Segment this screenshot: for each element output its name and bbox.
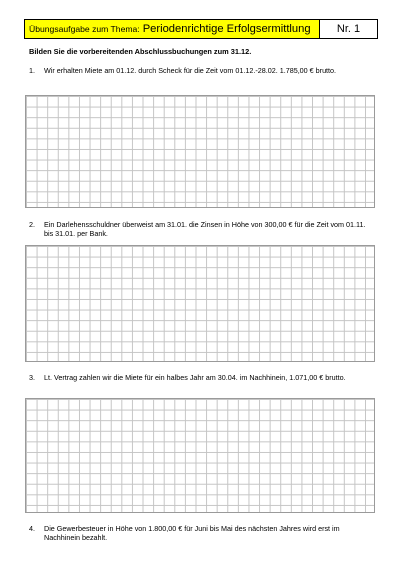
header	[24, 19, 378, 39]
title-box	[24, 19, 320, 39]
answer-grid-1[interactable]	[25, 95, 375, 208]
answer-grid-2[interactable]	[25, 245, 375, 362]
task-text: Lt. Vertrag zahlen wir die Miete für ein halbes Jahr am 30.04. im Nachhinein, 1.071,00 € brutto.	[44, 373, 346, 382]
title-prefix: Übungsaufgabe zum Thema:	[29, 24, 140, 34]
task-4	[29, 524, 374, 542]
task-text: Wir erhalten Miete am 01.12. durch Scheck für die Zeit vom 01.12.-28.02. 1.785,00 € brutto.	[44, 66, 337, 75]
task-number: 1.	[29, 66, 35, 75]
instruction: Bilden Sie die vorbereitenden Abschlussbuchungen zum 31.12.	[29, 47, 252, 56]
exercise-number: Nr. 1	[320, 19, 378, 39]
title-topic: Periodenrichtige Erfolgsermittlung	[142, 23, 311, 35]
task-text: Die Gewerbesteuer in Höhe von 1.800,00 € für Juni bis Mai des nächsten Jahres wird erst im Nachhinein bezahlt.	[44, 524, 340, 543]
answer-grid-3[interactable]	[25, 398, 375, 513]
task-number: 3.	[29, 373, 35, 382]
task-1	[29, 66, 374, 75]
task-3	[29, 373, 374, 382]
task-number: 2.	[29, 220, 35, 229]
task-text: Ein Darlehensschuldner überweist am 31.01. die Zinsen in Höhe von 300,00 € für die Zeit vom 01.11. bis 31.01. per Bank.	[44, 220, 366, 239]
task-number: 4.	[29, 524, 35, 533]
task-2	[29, 220, 374, 238]
